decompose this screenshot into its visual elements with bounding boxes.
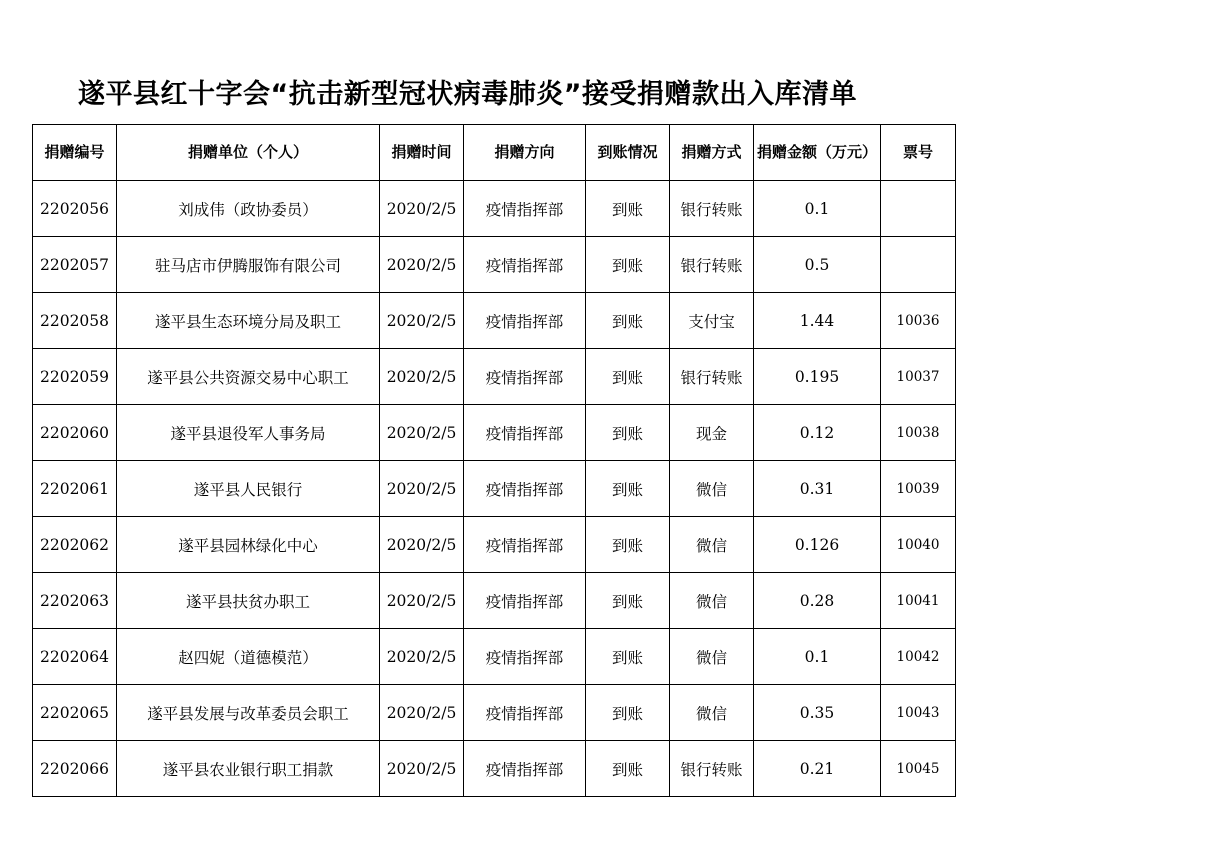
cell-ticket: 10042	[881, 629, 956, 685]
cell-method: 微信	[670, 573, 754, 629]
column-header-amount	[754, 125, 881, 181]
cell-id: 2202062	[33, 517, 117, 573]
cell-method: 银行转账	[670, 181, 754, 237]
cell-date: 2020/2/5	[380, 741, 464, 797]
cell-donor: 遂平县公共资源交易中心职工	[117, 349, 380, 405]
cell-donor: 遂平县退役军人事务局	[117, 405, 380, 461]
table-row	[33, 405, 956, 461]
cell-method: 微信	[670, 461, 754, 517]
cell-date: 2020/2/5	[380, 405, 464, 461]
cell-ticket: 10041	[881, 573, 956, 629]
cell-method: 银行转账	[670, 349, 754, 405]
cell-amount: 0.5	[754, 237, 881, 293]
cell-amount: 0.1	[754, 629, 881, 685]
column-header-direction: 捐赠方向	[464, 125, 586, 181]
cell-date: 2020/2/5	[380, 349, 464, 405]
column-header-ticket: 票号	[881, 125, 956, 181]
cell-donor: 遂平县发展与改革委员会职工	[117, 685, 380, 741]
cell-ticket: 10038	[881, 405, 956, 461]
column-header-date: 捐赠时间	[380, 125, 464, 181]
cell-id: 2202056	[33, 181, 117, 237]
table-body	[33, 181, 956, 797]
cell-method: 微信	[670, 629, 754, 685]
cell-ticket: 10039	[881, 461, 956, 517]
donation-ledger-table	[32, 124, 956, 797]
cell-id: 2202059	[33, 349, 117, 405]
table-row	[33, 293, 956, 349]
table-row	[33, 685, 956, 741]
cell-date: 2020/2/5	[380, 629, 464, 685]
cell-donor: 遂平县园林绿化中心	[117, 517, 380, 573]
cell-amount: 0.126	[754, 517, 881, 573]
cell-donor: 遂平县生态环境分局及职工	[117, 293, 380, 349]
cell-status: 到账	[586, 181, 670, 237]
cell-status: 到账	[586, 741, 670, 797]
cell-direction: 疫情指挥部	[464, 517, 586, 573]
cell-donor: 刘成伟（政协委员）	[117, 181, 380, 237]
cell-direction: 疫情指挥部	[464, 461, 586, 517]
cell-status: 到账	[586, 349, 670, 405]
cell-ticket: 10036	[881, 293, 956, 349]
cell-ticket: 10037	[881, 349, 956, 405]
cell-id: 2202066	[33, 741, 117, 797]
cell-status: 到账	[586, 405, 670, 461]
cell-status: 到账	[586, 293, 670, 349]
cell-direction: 疫情指挥部	[464, 181, 586, 237]
cell-method: 微信	[670, 685, 754, 741]
cell-status: 到账	[586, 573, 670, 629]
cell-date: 2020/2/5	[380, 573, 464, 629]
cell-method: 微信	[670, 517, 754, 573]
column-header-method: 捐赠方式	[670, 125, 754, 181]
column-header-id: 捐赠编号	[33, 125, 117, 181]
cell-id: 2202060	[33, 405, 117, 461]
cell-direction: 疫情指挥部	[464, 293, 586, 349]
cell-method: 支付宝	[670, 293, 754, 349]
cell-ticket	[881, 237, 956, 293]
cell-amount: 0.28	[754, 573, 881, 629]
cell-id: 2202064	[33, 629, 117, 685]
cell-id: 2202058	[33, 293, 117, 349]
table-row	[33, 517, 956, 573]
cell-direction: 疫情指挥部	[464, 629, 586, 685]
cell-ticket: 10045	[881, 741, 956, 797]
column-header-status: 到账情况	[586, 125, 670, 181]
cell-direction: 疫情指挥部	[464, 685, 586, 741]
cell-method: 银行转账	[670, 741, 754, 797]
cell-date: 2020/2/5	[380, 181, 464, 237]
cell-donor: 遂平县农业银行职工捐款	[117, 741, 380, 797]
cell-method: 现金	[670, 405, 754, 461]
cell-ticket: 10043	[881, 685, 956, 741]
cell-amount: 0.21	[754, 741, 881, 797]
cell-amount: 0.195	[754, 349, 881, 405]
table-row	[33, 461, 956, 517]
cell-id: 2202057	[33, 237, 117, 293]
cell-date: 2020/2/5	[380, 461, 464, 517]
cell-date: 2020/2/5	[380, 293, 464, 349]
table-row	[33, 181, 956, 237]
cell-date: 2020/2/5	[380, 237, 464, 293]
cell-id: 2202061	[33, 461, 117, 517]
table-header-row	[33, 125, 956, 181]
cell-amount: 0.1	[754, 181, 881, 237]
cell-direction: 疫情指挥部	[464, 573, 586, 629]
cell-amount: 0.31	[754, 461, 881, 517]
table-row	[33, 573, 956, 629]
cell-amount: 0.12	[754, 405, 881, 461]
cell-donor: 驻马店市伊腾服饰有限公司	[117, 237, 380, 293]
cell-status: 到账	[586, 685, 670, 741]
table-row	[33, 741, 956, 797]
cell-donor: 赵四妮（道德模范）	[117, 629, 380, 685]
table-row	[33, 237, 956, 293]
cell-direction: 疫情指挥部	[464, 237, 586, 293]
column-header-amount-label: 捐赠金额（万元）	[756, 143, 877, 161]
cell-direction: 疫情指挥部	[464, 405, 586, 461]
cell-donor: 遂平县人民银行	[117, 461, 380, 517]
table-row	[33, 629, 956, 685]
cell-donor: 遂平县扶贫办职工	[117, 573, 380, 629]
cell-id: 2202065	[33, 685, 117, 741]
cell-amount: 1.44	[754, 293, 881, 349]
cell-date: 2020/2/5	[380, 517, 464, 573]
cell-status: 到账	[586, 461, 670, 517]
cell-method: 银行转账	[670, 237, 754, 293]
column-header-donor: 捐赠单位（个人）	[117, 125, 380, 181]
cell-id: 2202063	[33, 573, 117, 629]
cell-direction: 疫情指挥部	[464, 349, 586, 405]
cell-ticket: 10040	[881, 517, 956, 573]
cell-status: 到账	[586, 517, 670, 573]
table-row	[33, 349, 956, 405]
cell-ticket	[881, 181, 956, 237]
document-title: 遂平县红十字会“抗击新型冠状病毒肺炎”接受捐赠款出入库清单	[78, 79, 857, 110]
cell-status: 到账	[586, 237, 670, 293]
cell-status: 到账	[586, 629, 670, 685]
cell-date: 2020/2/5	[380, 685, 464, 741]
cell-direction: 疫情指挥部	[464, 741, 586, 797]
cell-amount: 0.35	[754, 685, 881, 741]
